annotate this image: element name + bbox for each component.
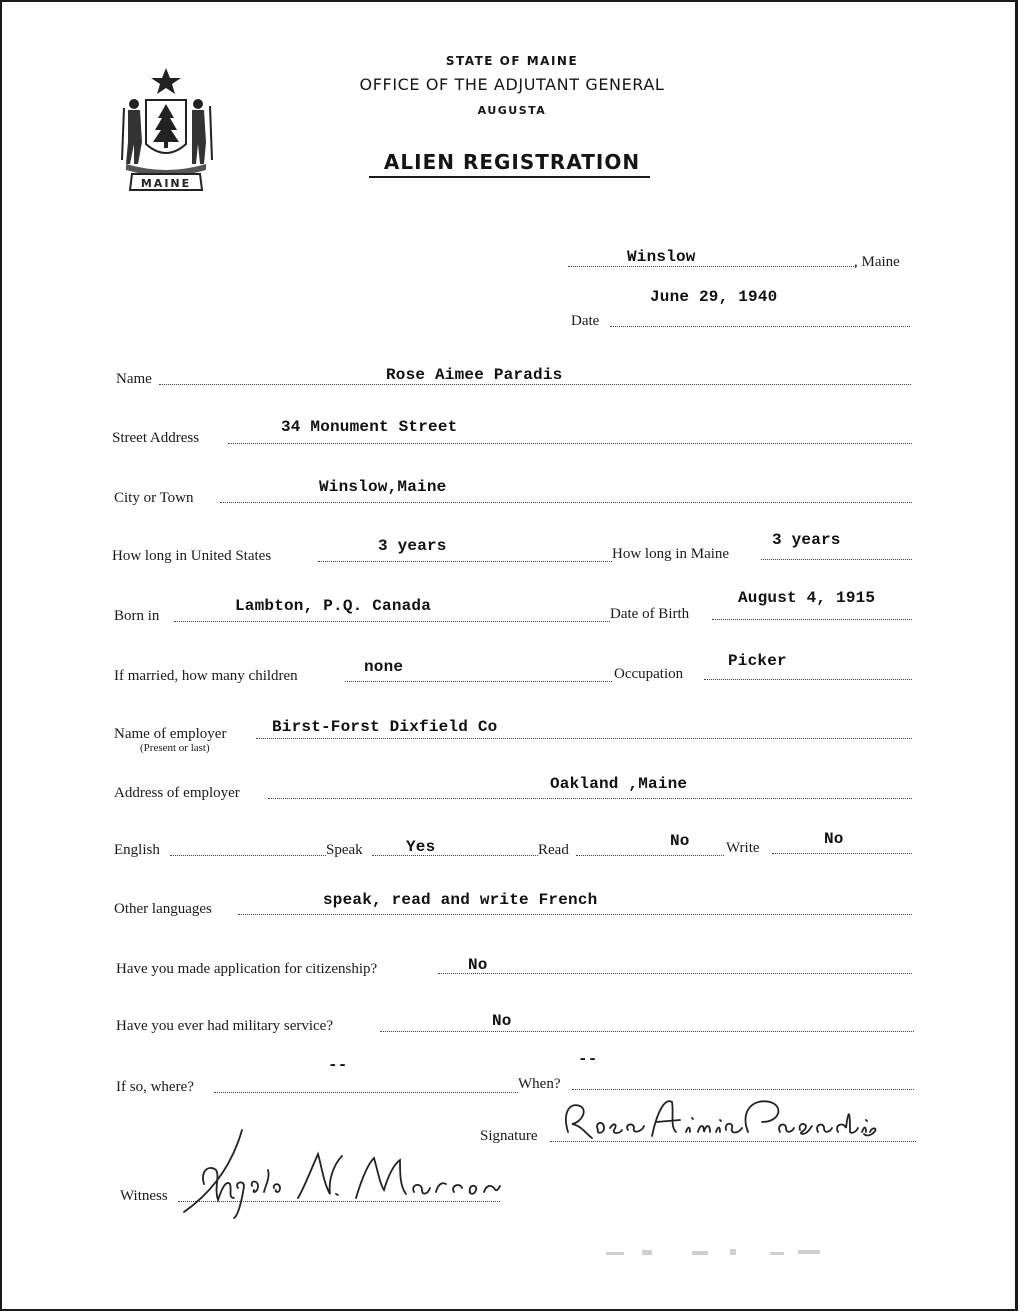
- where-value: --: [328, 1056, 348, 1074]
- speak-line: [372, 855, 538, 856]
- read-line: [576, 855, 724, 856]
- street-value: 34 Monument Street: [281, 418, 458, 436]
- occupation-label: Occupation: [614, 666, 684, 682]
- write-line: [772, 853, 912, 854]
- city-label: City or Town: [114, 490, 194, 506]
- dob-line: [712, 619, 912, 620]
- employer-value: Birst-Forst Dixfield Co: [272, 718, 498, 736]
- header-office: OFFICE OF THE ADJUTANT GENERAL: [359, 75, 665, 94]
- name-label: Name: [116, 371, 152, 387]
- form-title: ALIEN REGISTRATION: [383, 150, 641, 174]
- dob-value: August 4, 1915: [738, 589, 876, 607]
- street-label: Street Address: [112, 430, 200, 446]
- street-line: [228, 443, 912, 444]
- other-languages-line: [238, 914, 912, 915]
- military-value: No: [492, 1012, 512, 1030]
- us-duration-line: [318, 561, 612, 562]
- header-city: AUGUSTA: [477, 104, 547, 117]
- other-languages-value: speak, read and write French: [323, 891, 598, 909]
- children-value: none: [364, 658, 404, 676]
- military-label: Have you ever had military service?: [116, 1018, 333, 1034]
- seal-banner-text: MAINE: [140, 177, 192, 190]
- when-value: --: [578, 1050, 598, 1068]
- place-value: Winslow: [627, 248, 696, 266]
- born-value: Lambton, P.Q. Canada: [235, 597, 432, 615]
- signature-label: Signature: [480, 1128, 538, 1144]
- read-value: No: [670, 832, 690, 850]
- date-line: [610, 326, 910, 327]
- place-suffix: , Maine: [854, 254, 900, 270]
- applicant-signature: [548, 1092, 878, 1152]
- where-label: If so, where?: [116, 1079, 194, 1095]
- where-line: [214, 1092, 518, 1093]
- faint-bleed-marks: [602, 1244, 832, 1264]
- dob-label: Date of Birth: [610, 606, 690, 622]
- header-state: STATE OF MAINE: [445, 54, 579, 68]
- employer-address-value: Oakland ,Maine: [550, 775, 688, 793]
- speak-label: Speak: [326, 842, 363, 858]
- born-label: Born in: [114, 608, 160, 624]
- when-line: [572, 1089, 914, 1090]
- speak-value: Yes: [406, 838, 436, 856]
- employer-address-line: [268, 798, 912, 799]
- city-value: Winslow,Maine: [319, 478, 447, 496]
- date-value: June 29, 1940: [650, 288, 778, 306]
- citizenship-line: [438, 973, 912, 974]
- when-label: When?: [518, 1076, 561, 1092]
- write-value: No: [824, 830, 844, 848]
- state-seal-icon: [112, 64, 220, 194]
- employer-line: [256, 738, 912, 739]
- title-underline: [369, 176, 650, 178]
- name-value: Rose Aimee Paradis: [386, 366, 563, 384]
- witness-signature: [178, 1128, 518, 1222]
- us-duration-value: 3 years: [378, 537, 447, 555]
- us-duration-label: How long in United States: [112, 548, 272, 564]
- born-line: [174, 621, 610, 622]
- other-languages-label: Other languages: [114, 901, 212, 917]
- employer-sublabel: (Present or last): [140, 742, 210, 754]
- children-label: If married, how many children: [114, 668, 298, 684]
- occupation-value: Picker: [728, 652, 787, 670]
- place-line: [568, 266, 856, 267]
- citizenship-value: No: [468, 956, 488, 974]
- citizenship-label: Have you made application for citizenship?: [116, 961, 378, 977]
- occupation-line: [704, 679, 912, 680]
- name-line: [159, 384, 911, 385]
- read-label: Read: [538, 842, 569, 858]
- maine-duration-value: 3 years: [772, 531, 841, 549]
- children-line: [345, 681, 612, 682]
- english-label: English: [114, 842, 160, 858]
- date-label: Date: [571, 313, 600, 329]
- military-line: [380, 1031, 914, 1032]
- witness-label: Witness: [120, 1188, 168, 1204]
- employer-label: Name of employer: [114, 726, 227, 742]
- maine-duration-line: [761, 559, 912, 560]
- maine-duration-label: How long in Maine: [612, 546, 730, 562]
- english-line: [170, 855, 326, 856]
- write-label: Write: [726, 840, 760, 856]
- employer-address-label: Address of employer: [114, 785, 240, 801]
- city-line: [220, 502, 912, 503]
